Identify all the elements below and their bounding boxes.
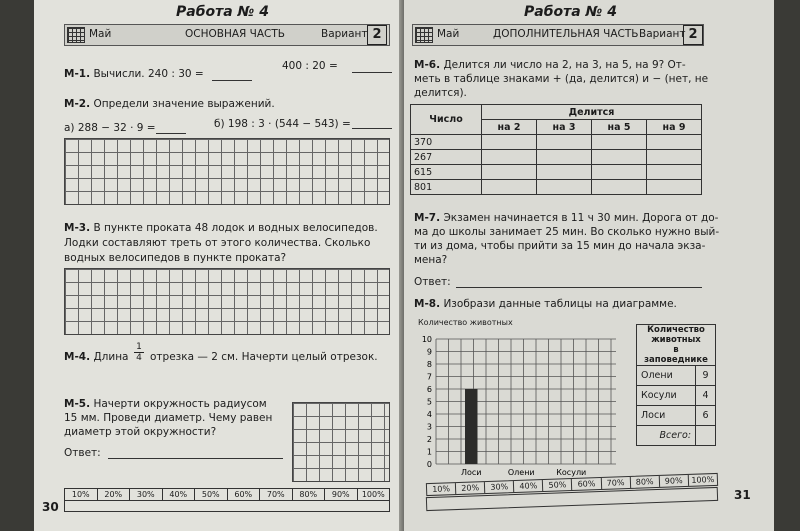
- left-month: Май: [89, 28, 112, 40]
- m5-answer-label: Ответ:: [64, 447, 101, 459]
- left-variant-number: 2: [367, 25, 387, 45]
- chart-y-tick: 0: [426, 460, 432, 469]
- right-section: ДОПОЛНИТЕЛЬНАЯ ЧАСТЬ: [493, 28, 639, 40]
- m7-answer-label: Ответ:: [414, 276, 451, 288]
- m5-answer-line[interactable]: [108, 458, 283, 459]
- m2-task: М-2. Определи значение выражений.: [64, 98, 275, 110]
- divisibility-table: [410, 104, 702, 195]
- chart-bar: [465, 389, 478, 464]
- m7-line-2: ма до школы занимает 25 мин. Во сколько нужно вый-: [414, 226, 720, 238]
- animal-chart[interactable]: [414, 326, 634, 481]
- col-header: на 9: [647, 120, 702, 135]
- m5-drawing-grid[interactable]: [292, 402, 390, 482]
- m2-answer-line-a[interactable]: [156, 133, 186, 134]
- m4-fraction: 1 4: [134, 342, 144, 363]
- left-page-number: 30: [42, 500, 59, 514]
- table-row: 615: [411, 165, 702, 180]
- m3-line-1: М-3. В пункте проката 48 лодок и водных велосипедов.: [64, 222, 378, 234]
- right-variant-number: 2: [683, 25, 703, 45]
- animals-table-header: Количество животных в заповеднике: [637, 325, 716, 366]
- table-row: Олени 9: [637, 366, 716, 386]
- right-month: Май: [437, 28, 460, 40]
- m4-task-rest: отрезка — 2 см. Начерти целый отрезок.: [150, 351, 378, 363]
- right-work-title: Работа № 4: [524, 4, 617, 20]
- chart-x-label: Косули: [556, 468, 587, 477]
- m3-work-grid[interactable]: [64, 268, 390, 335]
- left-page: [34, 0, 404, 531]
- m4-task: М-4. Длина: [64, 351, 129, 363]
- col-header: на 3: [537, 120, 592, 135]
- m5-line-2: 15 мм. Проведи диаметр. Чему равен: [64, 412, 273, 424]
- left-variant-label: Вариант: [321, 28, 368, 40]
- chart-y-tick: 2: [426, 435, 432, 444]
- right-variant-label: Вариант: [639, 28, 686, 40]
- right-header-bar: [412, 24, 704, 46]
- m6-line-2: меть в таблице знаками + (да, делится) и − (нет, не: [414, 73, 709, 85]
- chart-y-tick: 7: [426, 372, 432, 382]
- table-row: 267: [411, 150, 702, 165]
- chart-y-tick: 4: [426, 410, 432, 419]
- chart-x-label: Лоси: [460, 468, 482, 477]
- col-number-header: Число: [411, 105, 482, 135]
- chart-y-tick: 6: [426, 385, 432, 394]
- m7-line-1: М-7. Экзамен начинается в 11 ч 30 мин. Дорога от до-: [414, 212, 719, 224]
- m5-line-1: М-5. Начерти окружность радиусом: [64, 398, 267, 410]
- left-header-bar: [64, 24, 390, 46]
- animals-table: [636, 324, 716, 446]
- m7-line-4: мена?: [414, 254, 448, 266]
- chart-y-label: Количество животных: [418, 318, 513, 327]
- m1-task-2: 400 : 20 =: [282, 60, 338, 72]
- calendar-icon: [67, 27, 85, 43]
- m2-part-b: б) 198 : 3 · (544 − 543) =: [214, 118, 351, 130]
- table-row: Лоси 6: [637, 406, 716, 426]
- m1-task: М-1. Вычисли. 240 : 30 =: [64, 68, 204, 80]
- left-work-title: Работа № 4: [176, 4, 269, 20]
- chart-y-tick: 8: [426, 360, 432, 369]
- m2-part-a: а) 288 − 32 · 9 =: [64, 122, 156, 134]
- chart-y-tick: 1: [426, 447, 432, 457]
- table-row: Всего:: [637, 426, 716, 446]
- m1-answer-line-2[interactable]: [352, 72, 392, 73]
- m7-line-3: ти из дома, чтобы прийти за 15 мин до начала экза-: [414, 240, 706, 252]
- chart-y-tick: 9: [426, 347, 432, 357]
- chart-y-tick: 3: [426, 422, 432, 432]
- m3-line-2: Лодки составляют треть от этого количества. Сколько: [64, 237, 371, 249]
- table-row: 370: [411, 135, 702, 150]
- m3-line-3: водных велосипедов в пункте проката?: [64, 252, 287, 264]
- left-progress-scale: 10% 20% 30% 40% 50% 60% 70% 80% 90% 100%: [64, 488, 390, 501]
- m2-answer-line-b[interactable]: [352, 128, 392, 129]
- right-progress-scale: 10% 20% 30% 40% 50% 60% 70% 80% 90% 100%: [426, 473, 718, 496]
- col-header: на 2: [482, 120, 537, 135]
- m6-line-3: делится).: [414, 87, 467, 99]
- col-group-header: Делится: [482, 105, 702, 120]
- m6-line-1: М-6. Делится ли число на 2, на 3, на 5, на 9? От-: [414, 59, 686, 71]
- col-header: на 5: [592, 120, 647, 135]
- m2-work-grid[interactable]: [64, 138, 390, 205]
- calendar-icon: [415, 27, 433, 43]
- chart-y-tick: 5: [426, 397, 432, 407]
- m1-answer-line-1[interactable]: [212, 80, 252, 81]
- m7-answer-line[interactable]: [456, 287, 702, 288]
- m8-task: М-8. Изобрази данные таблицы на диаграмме.: [414, 298, 677, 310]
- right-page-number: 31: [734, 488, 751, 502]
- left-progress-row: [64, 499, 390, 512]
- table-row: 801: [411, 180, 702, 195]
- m5-line-3: диаметр этой окружности?: [64, 426, 217, 438]
- left-section: ОСНОВНАЯ ЧАСТЬ: [185, 28, 286, 40]
- chart-y-tick: 10: [421, 335, 432, 344]
- right-page: [404, 0, 774, 531]
- table-row: Косули 4: [637, 386, 716, 406]
- chart-x-label: Олени: [507, 468, 535, 477]
